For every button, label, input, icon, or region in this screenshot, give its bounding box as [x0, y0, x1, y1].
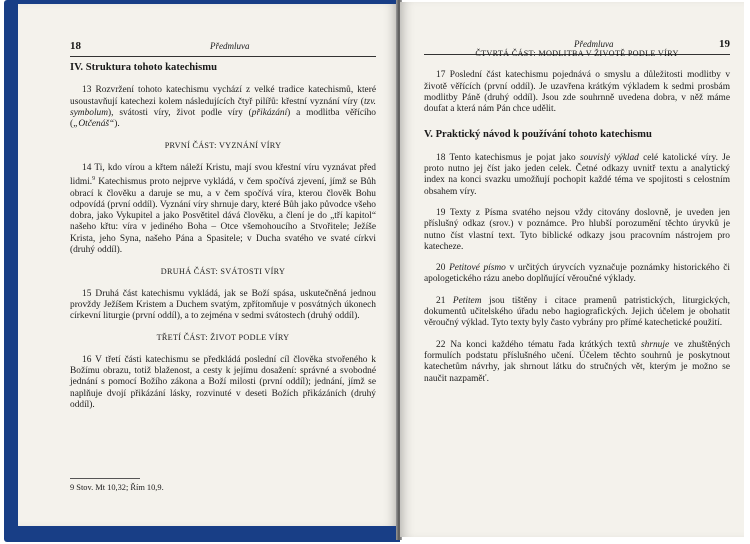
paragraph-13: 13 Rozvržení tohoto katechismu vychází z velké tradice katechismů, které usoustavňují katechezi kolem následujících čtyř pilířů: křestní vyznání víry (tzv. symbolum), svátosti víry, život podle víry (přikázání) a modlitba věřícího („Otčenáš“). [70, 85, 376, 130]
paragraph-14: 14 Ti, kdo vírou a křtem náleží Kristu, mají svou křestní víru vyznávat před lidmi.$^9$ Katechismus proto nejprve vykládá, v čem spočívá zjevení, jímž se Bůh obrací k člověku a daruje se mu, a v čem spočívá víra, kterou člověk Bohu odpovídá (první oddíl). Vyznání víry shrnuje dary, které Bůh jako původce všeho dobra, jako Vykupitel a jako Posvětitel dává člověku, a člení je do „tří kapitol“ našeho křtu: víra v jediného Boha – Otce všemohoucího a Stvořitele; Ježíše Krista, jeho Syna, našeho Pána a Spasitele; v Ducha svatého ve svaté církvi (druhý oddíl). [70, 162, 376, 255]
paragraph-number: 22 [436, 339, 446, 350]
paragraph-22: 22 Na konci každého tématu řada krátkých textů shrnuje ve zhuštěných formulích podstatu příslušného učení. Účelem těchto souhrnů je poskytnout katechetům návrhy, jak shrnout látku do stručných vět, kterým je možno se naučit nazpaměť. [424, 339, 731, 384]
right-page [400, 2, 744, 537]
paragraph-number: 20 [436, 263, 446, 274]
footnote-marker: 9 [92, 176, 96, 183]
paragraph-15: 15 Druhá část katechismu vykládá, jak se Boží spása, uskutečněná jednou provždy Ježíšem Kristem a Duchem svatým, zpřítomňuje v posvátných úkonech církevní liturgie (první oddíl), a to zejména v sedmi svátostech (druhý oddíl). [70, 288, 376, 322]
paragraph-18: 18 Tento katechismus je pojat jako souvislý výklad celé katolické víry. Je proto nutno jej číst jako jeden celek. Četné odkazy uvnitř textu a analytický index na konci svazku umožňují pochopit každé téma ve spojitosti s celostním obsahem víry. [424, 152, 730, 197]
paragraph-17: 17 Poslední část katechismu pojednává o smyslu a důležitosti modlitby v životě věřících (první oddíl). Je uzavřena krátkým výkladem k sedmi prosbám modlitby Páně (druhý oddíl). Jsou zde souhrnně uvedena dobra, v něž máme doufat a která nám Pán chce udělit. [424, 70, 731, 115]
page-number: 19 [719, 38, 730, 50]
right-page-body [424, 48, 730, 395]
paragraph-number: 16 [82, 354, 92, 365]
running-title: Předmluva [574, 39, 614, 49]
part-heading: DRUHÁ ČÁST: SVÁTOSTI VÍRY [160, 267, 286, 277]
paragraph-21: 21 Petitem jsou tištěny i citace pramenů patristických, liturgických, dokumentů učitelského úřadu nebo hagiografických. Jejich účelem je obohatit věroučný výklad. Tyto texty byly často vybrány pro přímé katechetické použití. [424, 295, 731, 329]
section-heading: V. Praktický návod k používání tohoto katechismu [424, 129, 652, 141]
part-heading: PRVNÍ ČÁST: VYZNÁNÍ VÍRY [164, 141, 282, 151]
section-heading: IV. Struktura tohoto katechismu [70, 62, 217, 73]
page-number: 18 [70, 40, 81, 52]
footnote: 9 Stov. Mt 10,32; Řím 10,9. [70, 480, 376, 492]
paragraph-number: 15 [82, 288, 92, 299]
paragraph-number: 19 [436, 207, 446, 218]
part-heading: ČTVRTÁ ČÁST: MODLITBA V ŽIVOTĚ PODLE VÍRY [475, 49, 679, 58]
part-heading: TŘETÍ ČÁST: ŽIVOT PODLE VÍRY [156, 333, 290, 343]
left-page-body [70, 62, 376, 421]
paragraph-number: 14 [82, 162, 92, 173]
left-page-header [70, 40, 376, 57]
paragraph-number: 17 [436, 70, 446, 81]
paragraph-16: 16 V třetí části katechismu se předkládá poslední cíl člověka stvořeného k Božímu obrazu, totiž blaženost, a cesty k jejímu dosažení: správné a svobodné jednání s pomocí Božího zákona a Boží milosti (první oddíl); jednání, jímž se naplňuje dvojí přikázání lásky, rozvinuté v deseti Božích přikázáních (druhý oddíl). [70, 354, 376, 410]
left-page [18, 4, 398, 526]
paragraph-number: 13 [82, 85, 92, 96]
paragraph-number: 18 [436, 152, 446, 163]
paragraph-20: 20 Petitové písmo v určitých úryvcích vyznačuje poznámky historického či apologetického rázu anebo doplňující věroučné výklady. [424, 263, 730, 285]
running-title: Předmluva [210, 41, 250, 51]
paragraph-19: 19 Texty z Písma svatého nejsou vždy citovány doslovně, je uveden jen příslušný odkaz (srov.) v poznámce. Pro hlubší porozumění těchto úryvků je nutno číst vlastní text. Tyto biblické odkazy jsou pracovním nástrojem pro katecheze. [424, 207, 730, 252]
paragraph-number: 21 [436, 295, 446, 306]
